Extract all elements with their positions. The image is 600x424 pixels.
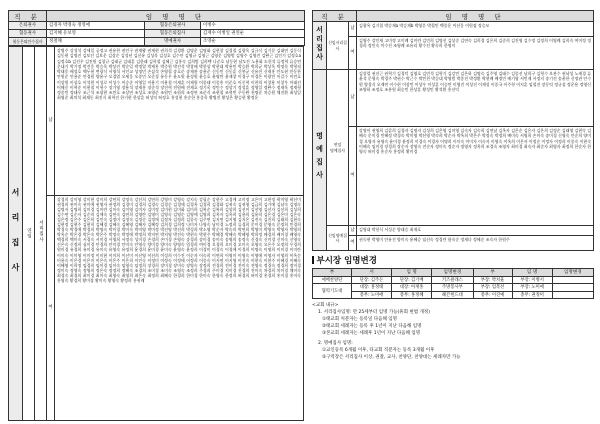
table-cell: 부장: 엄복선 [473,284,512,292]
bureau-title: 부시장 임명변경 [312,254,594,266]
title-bar-mark [312,256,314,264]
female-names: 강경희 강미영 강미현 강미희 강연희 강정숙 강선희 강연희 강영미 강영숙 강지숙 강필순 강현주 고경애 고미정 고은미 고현정 곽미영 곽선미 권경희 권미숙 권미애 권영자 권정희 김경미 김경희 김경숙 김경순 김경애 김경옥 김경희 김경화 김귀숙 김귀영 김금희 김기애 김남숙 김명숙 김명자 김명희 김미경 김미란 김미숙 김미영 김미자 김미정 김미현 김미화 김미희 김복순 김복희 김상희 김선미 김선영 김선자 김선희 김성희 김수연 김순자 김순희 김애숙 김연숙 김연희 김영란 김영미 김영숙 김영순 김영애 김영희 김옥자 김옥희 김용희 김윤희 김은경 김은미 김은숙 김은정 김은주 김은희 김인숙 김정미 김정숙 김정순 김정애 김정자 김정희 김종숙 김주연 김지연 김지영 김지은 김진숙 김진희 김태희 김현숙 김현정 김현주 김현희 김혜경 김혜숙 김혜영 김혜자 김혜정 김희경 김희정 나미자 나영숙 남미경 노정희 류경희 문미경 문영숙 문정희 민경희 박경숙 박경애 박경희 박명숙 박미경 박미숙 박미영 박미정 박선영 박선희 박성희 박소영 박순자 박숙희 박연희 박영미 박영숙 박영자 박영희 박옥순 박은경 박은숙 박은주 박정숙 박정애 박정희 박지연 박지영 박진숙 박현숙 박현주 박혜경 박혜숙 박혜영 박희정 배경희 배미경 배영숙 백경희 백미숙 서경숙 서미경 서영희 서정숙 성미경 손경희 손미경 손영숙 송경희 송미경 송미숙 송영희 송정숙 신경숙 신미경 신미숙 신영숙 신은숙 신정희 심미경 안경희 안미경 안미숙 안영숙 양미경 양미숙 양영숙 엄경희 여미경 오경희 오미경 오미숙 오영숙 오은주 오정희 우경희 원미경 유경희 유미경 유미숙 유영숙 유정희 윤경희 윤미경 윤미숙 윤영숙 윤정희 이경미 이경숙 이경애 이경희 이명숙 이명희 이미경 이미란 이미숙 이미영 이미정 이미현 이미희 이선미 이선영 이선희 이성희 이수진 이순자 이숙희 이연희 이영미 이영숙 이영애 이영자 이영희 이옥순 이용숙 이은경 이은미 이은숙 이은주 이은희 이인숙 이정미 이정숙 이정애 이정희 이종숙 이지연 이지영 이진숙 이현숙 이현주 이혜경 이혜숙 이혜영 이희정 임경희 임미경 임미숙 임영숙 임정희 장경희 장미경 장미숙 장영숙 장정희 전경희 전미경 전미숙 전영숙 정경숙 정경희 정미경 정미숙 정영숙 정영희 정은숙 정정희 정혜숙 조경희 조미경 조미숙 조영숙 조정희 주경희 주미경 지미경 진경희 진미숙 차경희 차미경 채미숙 최경숙 최경희 최미경 최미숙 최영숙 최영희 최은숙 최정희 최혜숙 한경희 한미경 한미숙 한영숙 한정희 허경희 허미경 홍경희 홍미경 홍미숙 홍영숙 황경희 황미경 황미숙 황영숙 황정희 홍귀례 [57,197,301,283]
table-row [313,276,594,284]
section-label: 서 리 집 사 [9,47,23,421]
table-cell: 부장: 이병서 [512,276,552,284]
note-line: 2. 명예집사 임명: [318,340,353,346]
table-row [9,30,305,38]
header-cell: 임명변경 [432,269,473,277]
male-row [313,70,594,127]
seori-jipsa-table [8,46,304,421]
role-label: 협동은퇴안수집사 [9,38,47,46]
note-line: ③본교회 세례자는 세례후 1년이 지난 다음해 임명 [322,331,421,336]
table-cell [552,284,593,292]
female-names-cell [55,196,304,421]
roster-table-left [8,10,305,46]
table-cell: 단장: 김기배 [392,276,432,284]
male-row [9,47,304,196]
role-names: 김재수 이병일 권연순 [201,30,305,38]
header-cell: 임 명 [392,269,432,277]
note-line: ②구역장은 서리집사 이상, 권찰, 교사, 찬양단, 찬양대는 세례자만 가능 [322,354,461,360]
sex-label-male: 남 [349,22,357,37]
header-cell: 부 [313,269,352,277]
role-label: 협동은퇴집사 [145,30,201,38]
table-row [313,284,594,292]
notes-title: <교회 내규> [312,303,339,309]
role-label: 협동은퇴권사 [145,22,201,30]
right-column [312,10,594,362]
header-cell: 임명변경 [552,269,593,277]
group-label: 연임 [23,47,35,421]
table-cell: 부장: 박치율 [473,276,512,284]
table-cell [552,276,593,284]
table-cell: 총무: 이진예 [473,291,512,299]
role-names: 김경자 박경숙 정영애 [47,22,145,30]
female-names: 권숙현 박영미 안유진 양미숙 윤혜승 임선숙 정경란 함숙순 정재다 정혜순 조숙자 한원주 [359,237,510,242]
role-label: 은퇴권사 [9,22,47,30]
bureau-change-table [312,268,594,299]
section-label: 명예집사 [313,70,327,251]
table-cell: 총무: 노미애 [351,291,391,299]
roster-table-right [312,10,594,251]
male-names: 강병주 강성석 강세일 공정고 권유찬 권인구 권재왕 권재현 권희석 김경환 김명운 김명화 김현창 김경철 김광욱 김규식 김기문 김대연 김동식 김동현 김명진 김보건 김보운 김상순 김성년 김선유 김성목 김성호 김수안 김영규 김영근 김영문 김영범 김영주 김영진 김완근 김인기 김정호a 김정호b 김진우 김진원 김창규 김태균 김태훈 김한래 김학철 김혜근 김홍숙 김희범 김희택 나준호 남동현 남도진 노용화 도헌석 류정혁 류승연 문대기 박기정 박건웅 박승욱 박상진 박순일 박정열 박재홍 박중원 박진석 박창배 박한상 박현대 박용민 박승환 박희균 박상욱 박정목 박형직 박태웅 배성호 백두현 변광식 서영석 서인교 성정민 손삼석 손영철 송호준 송재관 송용준 신동민 신동훈 신봉균 신유진 신재홍 안도현 안동찬 안원준 안용준 안경원 양윤구 오경열 오세웅 오종민 오준경 유동우 윤도원 윤성원 윤승호 윤영만 윤재창 이경구 이경은 이광민 이길수 이민호 이상원 이상호 이석원 이성로 이성수 이승준 이영일 이용기 이용철 이재훈 이제원 이종태 이종홍 이준호 이중혁 이찬희 이창용 이창우 이태선 이해중 이혁준 이현철 이형수 장기영 장용석 장재홍 장준석 장진혁 전원배 전재호 정기욱 정민수 정상기 정성훈 정영일 정완수 정재욱 정재형 정종민 정태우 조근석 조광현 조민호 조상연 조성호 조영준 조원민 조원희 조정연 조준식 조현철 조형빈 주동완 천명준 차승원 채진환 최성일 최영준 최의석 최재동 최진식 최혁진 한기현 한상훈 허성익 허정호 홍성현 홍순한 홍종욱 황병진 황성은 황승현 황정운 [57,48,301,101]
header-row [313,269,594,277]
female-names: 강영이 권영희 김갑희 김경자 김명자 김성희 김은영 김미영 김숙자 김숙희 김연남 김옥자 김은순 김은자 김은희 김정순 김태영 김현숙 김혜숙 문미경 민혜정 박경숙 박미영 박선영 박숙희 박순자 박옥희 박은주 박정숙 박정희 배미숙 서영희 손미숙 송미경 신영숙 안순희 양미경 오영자 유영숙 윤미경 윤정희 이경숙 이경자 이명희 이미숙 이미자 이숙자 이영숙 이옥희 이은자 이정순 이정자 이정희 이종숙 이현숙 이혜숙 임미경 장경희 장순자 장영숙 전순자 정미숙 정순자 정영자 정옥희 조경숙 조영자 최미경 최숙자 최순자 최영자 최정희 한순자 한영숙 허미경 홍순자 홍정희 황미경 [359,128,591,154]
male-row [313,226,594,236]
header-row [313,11,594,22]
female-names: 김영주 강인재 고미정 고미례 김미란 김민희 김명선 김상순 김연숙 김희경 김은희 김준희 김진영 김수정 김정희 이영례 김희숙 여미정 정경희 정인숙 이수진 조영례 조유리 황수선 황숙희 한영미 [359,38,591,49]
header-cell: 부 [473,269,512,277]
left-column [8,10,304,421]
male-names: 김상렬 권선근 권혁기 김경덕 김영호 김민석 김형기 김강민 김은하 김명숙 김주영 김태수 김종선 남희구 김형수 오관수 권낙성 노재경 류윤석 문영숙 박경주 박권수 박근수 박민천 박승대 박영범 박종진 박정환 박현배 배정민 배기영 서민재 서정지 송기진 송윤한 신정관 안수원 양경식 오재연 이수현 이상민 이상우 이성훈 이승만 이영진 이성진 이재성 이종국 이주형 이지훈 임철진 장동익 정규섭 정운용 정영신 조양하 조정호 조흥원 최승민 한상훈 황성민 황석환 홍선덕 [359,71,591,92]
table-cell: 부장: 노미애 [512,284,552,292]
table-cell: 헤븐헌드대 [432,291,473,299]
group-label: 신임명예집사 [327,226,349,251]
table-cell: 키즈클래스 [432,276,473,284]
role-names: 이병수 [201,22,305,30]
note-line: ①교인등록 6개월 이후, 타교회 직분자는 등록 3개월 이후 [322,347,435,353]
table-cell: 단장: 김주돈 [351,276,391,284]
sex-label-female: 여 [349,37,357,70]
header-names: 임 명 명 단 [357,11,594,22]
note-line: 1. 서리집사임명: 만 25세부터 임명 가능(휴회 현법 개정) [318,310,430,316]
role-names: 정철채 [47,38,145,46]
table-cell: 예배찬양단 [313,276,352,284]
group-label: 신임서리집사 [327,22,349,70]
header-role: 직 분 [313,11,357,22]
sex-label-female: 여 [349,127,357,226]
table-cell [552,291,593,299]
male-names: 김영대 박헌식 서성순 양태승 최재호 [359,227,422,232]
role-label: 명예권사 [145,38,201,46]
table-cell: 총무: 권정미 [512,291,552,299]
header-row [9,11,305,22]
header-role: 직 분 [9,11,47,22]
female-row [313,127,594,226]
sex-label-female: 여 [349,236,357,251]
sex-label-male: 남 [349,70,357,127]
header-cell: 서 [351,269,391,277]
female-row [313,37,594,70]
note-line: ②태교회 세례자는 등록 후 1년이 지난 다음해 임명 [322,324,422,330]
role-names: 조영순 [201,38,305,46]
male-names: 김광옥 김기철 박승재a 박승재b 박영문 박철민 백종운 이선웅 이원겸 정승모 [359,23,490,28]
male-names-cell [55,47,304,196]
female-row [313,236,594,251]
table-cell: 주방봉사부 [432,284,473,292]
group-label: 서리집사 [35,47,47,421]
male-row [313,22,594,37]
role-label: 협동권사 [9,30,47,38]
group-label: 연임 명예집사 [327,70,349,226]
female-row [9,196,304,421]
header-cell: 임 명 [512,269,552,277]
table-cell: 대장: 아재홍 [392,284,432,292]
table-cell: 대장: 홍정태 [351,284,391,292]
sex-label-male: 남 [47,47,55,196]
table-cell: 총무: 홍정혜 [392,291,432,299]
note-line: ①태교회 처분자는 등록일 다음해 임명 [322,317,397,323]
role-names: 김지혜 유보영 [47,30,145,38]
table-row [9,38,305,46]
table-cell: 협력기도대 [313,284,352,299]
section-label: 서리집사 [313,22,327,70]
sex-label-male: 남 [349,226,357,236]
sex-label-female: 여 [47,196,55,421]
header-names: 임 명 명 단 [47,11,305,22]
table-row [313,291,594,299]
church-rules-notes [312,303,594,361]
table-row [9,22,305,30]
